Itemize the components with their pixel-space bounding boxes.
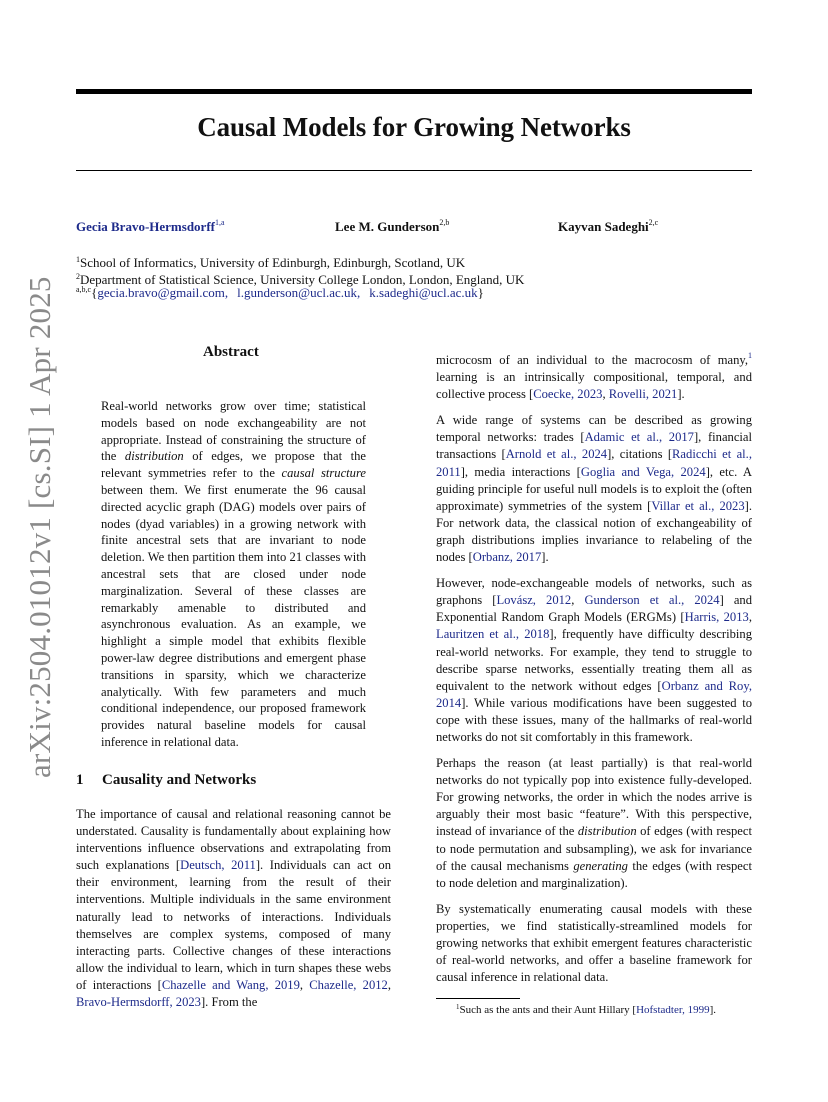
email-brace-open: { [91, 285, 98, 300]
paragraph: By systematically enumerating causal models with these properties, we find statistically-streamlined models for growing networks that exhibit emergent features characteristic of real-world networks, and offer a baseline framework for causal inference in relational data. [436, 901, 752, 985]
paragraph: Perhaps the reason (at least partially) is that real-world networks do not typically pop into existence fully-developed. For growing networks, the order in which the nodes arrive is arguably their most basic “feature”. With this perspective, instead of invariance of the distribution of edges (with respect to node permutation and subsampling), we ask for invariance of the causal mechanisms generating the edges (with respect to node deletion and marginalization). [436, 756, 752, 890]
author-1[interactable] [76, 218, 225, 235]
email-link-2[interactable]: l.gunderson@ucl.ac.uk, [237, 285, 361, 300]
affiliation-sup: 1 [76, 255, 80, 264]
affiliation-text: Department of Statistical Science, University College London, London, England, UK [80, 272, 525, 287]
title-top-rule [76, 89, 752, 94]
citation-link[interactable]: Deutsch, 2011 [180, 858, 256, 873]
author-sup: 2,b [439, 218, 450, 227]
affiliation-text: School of Informatics, University of Edinburgh, Edinburgh, Scotland, UK [80, 255, 466, 270]
footnote: $^1$Such as the ants and their Aunt Hillary [Hofstadter, 1999]. [456, 1003, 716, 1016]
citation-link[interactable]: Chazelle, 2012 [309, 977, 388, 992]
citation-link[interactable]: Lovász, 2012 [496, 593, 572, 608]
citation-link[interactable]: Chazelle and Wang, 2019 [161, 977, 300, 992]
email-brace-close: } [477, 285, 484, 300]
author-3 [558, 218, 658, 235]
footnote-rule [436, 998, 520, 999]
citation-link[interactable]: Orbanz and Roy, 2014 [436, 678, 752, 710]
abstract-heading: Abstract [203, 344, 259, 360]
citation-link[interactable]: Arnold et al., 2024 [505, 447, 608, 462]
section1-paragraph: The importance of causal and relational reasoning cannot be understated. Causality is fundamentally about explaining how interventions influence observations and extrapolating from such explanations [Deutsch, 2011]. Individuals can act on their environment, learning from the result of their interventions. Multiple individuals in the same environment naturally lead to networks of interactions. Individuals themselves are complex systems, composed of many interacting parts. Collective changes of these interactions allow the individual to learn, which in turn shapes these webs of interactions [Chazelle and Wang, 2019, Chazelle, 2012, Bravo-Hermsdorff, 2023]. From the [76, 807, 392, 1010]
paragraph: A wide range of systems can be described as growing temporal networks: trades [Adamic et al., 2017], financial transactions [Arnold et al., 2024], citations [Radicchi et al., 2011], media interactions [Goglia and Vega, 2024], etc. A guiding principle for useful null models is to exploit the (often approximate) symmetries of the system [Villar et al., 2023]. For network data, the classical notion of exchangeability of graph distributions implies invariance to relabeling of the nodes [Orbanz, 2017]. [436, 413, 753, 565]
paragraph: However, node-exchangeable models of networks, such as graphons [Lovász, 2012, Gunderson et al., 2024] and Exponential Random Graph Models (ERGMs) [Harris, 2013, Lauritzen et al., 2018], frequently have difficulty describing real-world networks. For example, they tend to struggle to describe sparse networks, essentially treating them all as equivalent to the network without edges [Orbanz and Roy, 2014]. While various modifications have been suggested to cope with these issues, many of the hallmarks of real-world networks do not sit comfortably in this framework. [436, 576, 753, 744]
email-link-1[interactable]: gecia.bravo@gmail.com, [97, 285, 229, 300]
arxiv-stamp: arXiv:2504.01012v1 [cs.SI] 1 Apr 2025 [22, 276, 57, 778]
citation-link[interactable]: Bravo-Hermsdorff, 2023 [76, 995, 201, 1010]
author-sup: 2,c [648, 218, 659, 227]
author-name: Lee M. Gunderson [335, 219, 440, 234]
author-sup: 1,a [214, 218, 225, 227]
affiliation-sup: 2 [76, 272, 80, 281]
abstract-body: Real-world networks grow over time; statistical models based on node exchangeability are not appropriate. Instead of constraining the structure of the distribution of edges, we propose that the relevant symmetries refer to the causal structure between them. We first enumerate the 96 causal directed acyclic graph (DAG) models over pairs of nodes (dyad variables) in a growing network with finite ancestral sets that are invariant to node deletion. We then partition them into 21 classes with ancestral sets that are closed under node marginalization. Several of these classes are remarkably amenable to distributed and asynchronous evaluation. As an example, we highlight a simple model that exhibits flexible power-law degree distributions and emergent phase transitions in sparsity, which we characterize analytically. With few parameters and much conditional independence, our proposed framework provides natural baseline models for causal inference in relational data. [101, 399, 366, 749]
citation-link[interactable]: Hofstadter, 1999 [636, 1004, 710, 1016]
footnote-marker[interactable]: 1 [748, 351, 752, 360]
paper-title: Causal Models for Growing Networks [197, 112, 631, 142]
email-line [76, 285, 484, 301]
email-link-3[interactable]: k.sadeghi@ucl.ac.uk [369, 285, 478, 300]
paragraph: microcosm of an individual to the macrocosm of many,$^1$ learning is an intrinsically compositional, temporal, and collective process [Coecke, 2023, Rovelli, 2021]. [436, 351, 752, 402]
email-sup: a,b,c [76, 285, 92, 294]
citation-link[interactable]: Lauritzen et al., 2018 [436, 627, 550, 642]
citation-link[interactable]: Orbanz, 2017 [472, 550, 542, 565]
citation-link[interactable]: Villar et al., 2023 [651, 498, 745, 513]
right-column [436, 347, 752, 995]
citation-link[interactable]: Rovelli, 2021 [608, 387, 678, 402]
citation-link[interactable]: Harris, 2013 [684, 610, 749, 625]
citation-link[interactable]: Gunderson et al., 2024 [584, 593, 720, 608]
citation-link[interactable]: Goglia and Vega, 2024 [580, 464, 706, 479]
author-name: Kayvan Sadeghi [558, 219, 649, 234]
citation-link[interactable]: Coecke, 2023 [533, 387, 603, 402]
citation-link[interactable]: Radicchi et al., 2011 [436, 447, 752, 479]
author-name: Gecia Bravo-Hermsdorff [76, 219, 215, 234]
title-bottom-rule [76, 170, 752, 171]
section-heading: 1 Causality and Networks [76, 772, 257, 788]
citation-link[interactable]: Adamic et al., 2017 [584, 430, 694, 445]
author-2 [335, 218, 449, 235]
